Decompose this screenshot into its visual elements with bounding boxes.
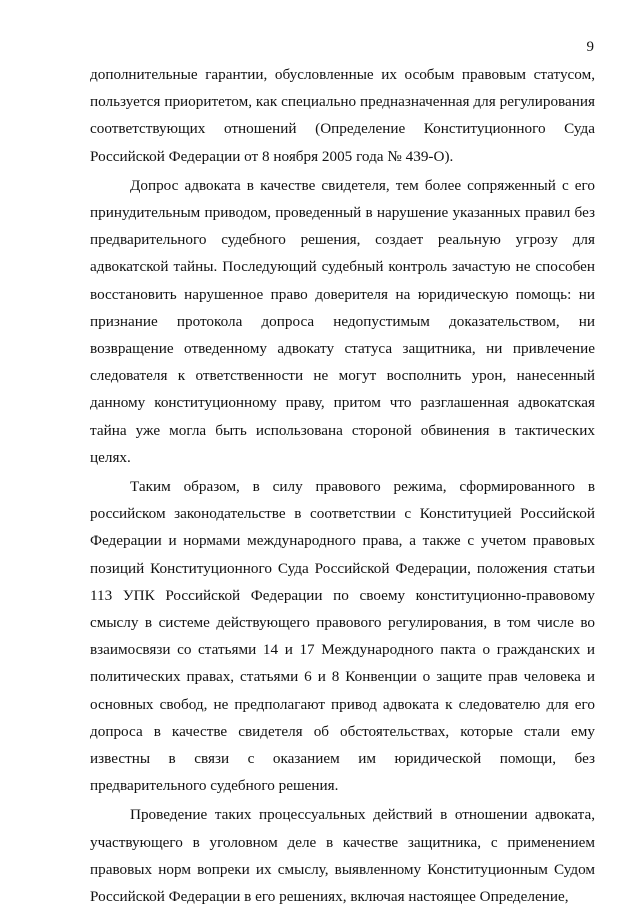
paragraph-continuation: дополнительные гарантии, обусловленные их особым правовым статусом, пользуется приоритетом, как специально предназначенная для регулирования соответствующих отношений (Определение Конституционного Суда Российской Федерации от 8 ноября 2005 года № 439-О).: [90, 66, 595, 165]
paragraph-procedural-actions: Проведение таких процессуальных действий в отношении адвоката, участвующего в уголовном деле в качестве защитника, с применением правовых норм вопреки их смыслу, выявленному Конституционным Судом Российской Федерации в его решениях, включая настоящее Определение,: [90, 806, 595, 906]
document-body: [90, 61, 595, 912]
paragraph-attorney-interrogation: Допрос адвоката в качестве свидетеля, тем более сопряженный с его принудительным приводом, проведенный в нарушение указанных правил без предварительного судебного решения, создает реальную угрозу для адвокатской тайны. Последующий судебный контроль зачастую не способен восстановить нарушенное право доверителя на юридическую помощь: ни признание протокола допроса недопустимым доказательством, ни возвращение отведенному адвокату статуса защитника, ни привлечение следователя к ответственности не могут восполнить урон, нанесенный данному конституционному праву, притом что разглашенная адвокатская тайна уже могла быть использована стороной обвинения в тактических целях.: [90, 176, 595, 466]
paragraph-conclusion: Таким образом, в силу правового режима, сформированного в российском законодательстве в соответствии с Конституцией Российской Федерации и нормами международного права, а также с учетом правовых позиций Конституционного Суда Российской Федерации, положения статьи 113 УПК Российской Федерации по своему конституционно-правовому смыслу в системе действующего правового регулирования, в том числе во взаимосвязи со статьями 14 и 17 Международного пакта о гражданских и политических правах, статьями 6 и 8 Конвенции о защите прав человека и основных свобод, не предполагают привод адвоката к следователю для его допроса в качестве свидетеля об обстоятельствах, которые стали ему известны в связи с оказанием им юридической помощи, без предварительного судебного решения.: [90, 478, 595, 795]
page-number: 9: [586, 39, 594, 55]
